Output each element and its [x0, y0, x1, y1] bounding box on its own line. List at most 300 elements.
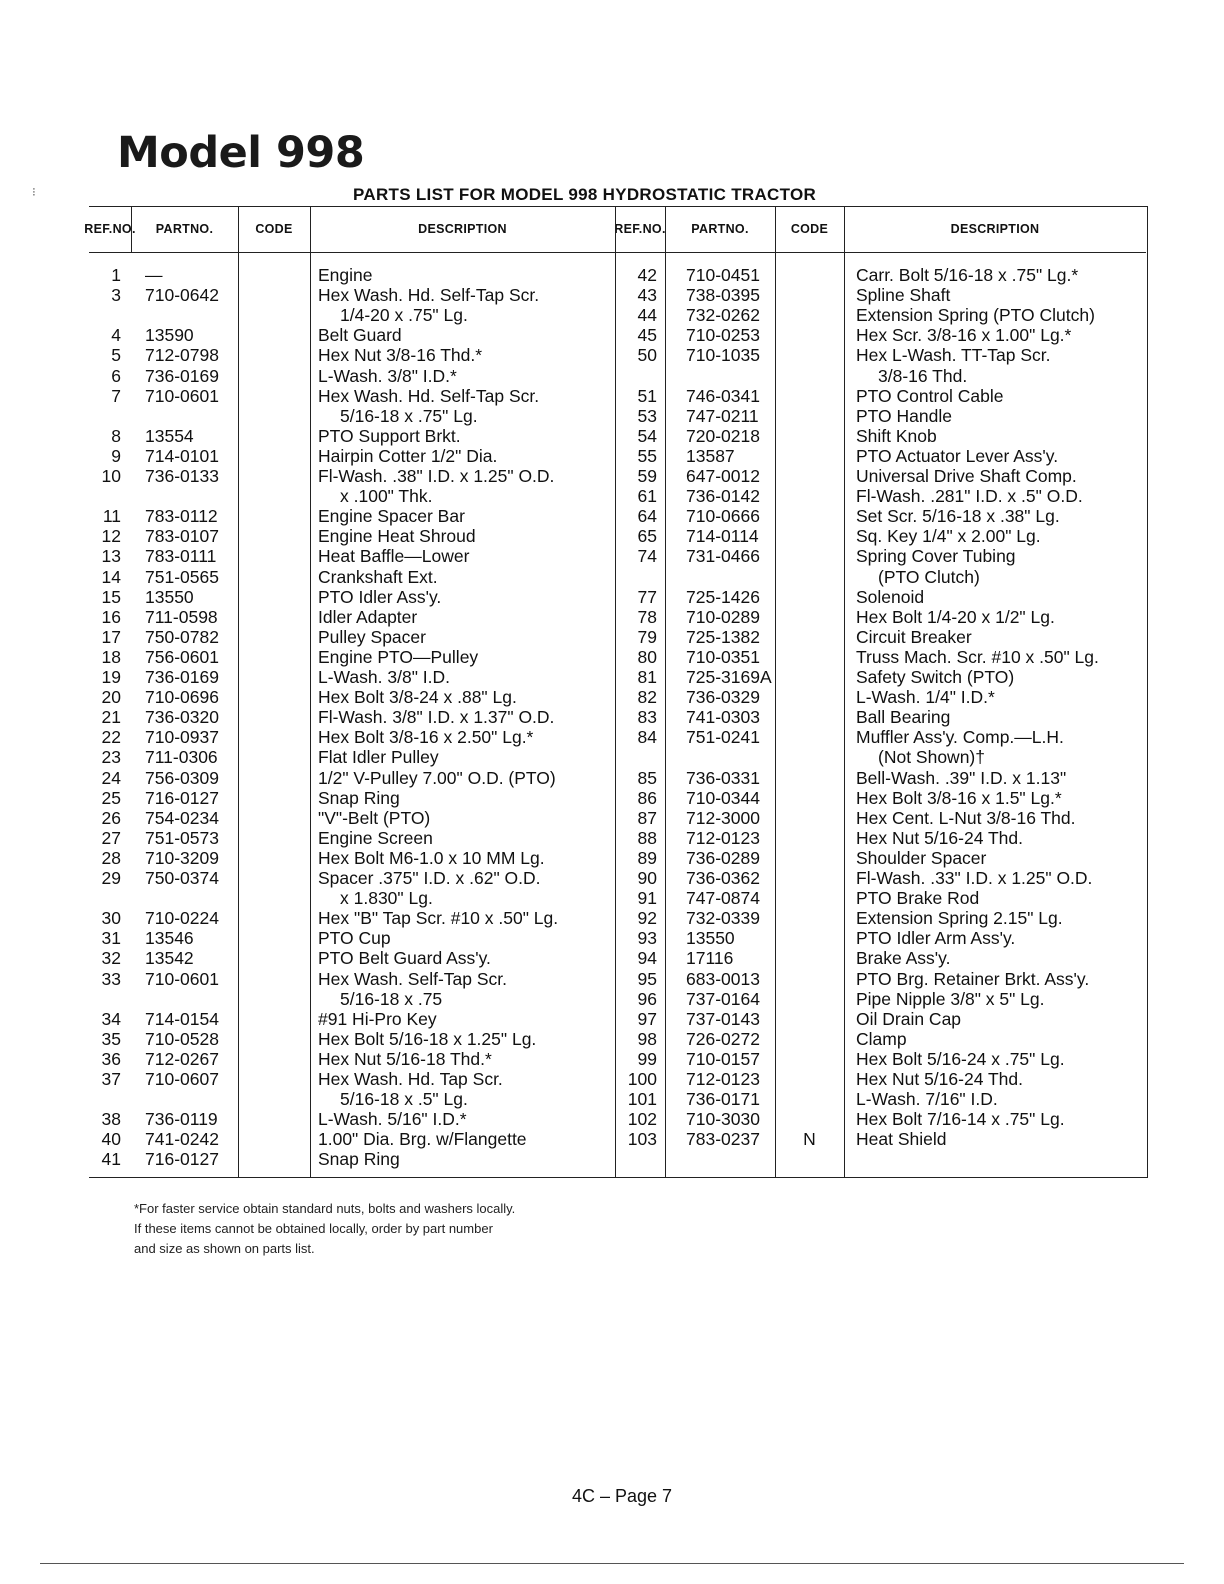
cell-part-no: 710-0696 — [145, 687, 219, 708]
table-row — [89, 406, 1147, 426]
cell-ref-no: 98 — [637, 1028, 657, 1049]
cell-ref-no: 11 — [102, 506, 121, 527]
cell-description: Hex Nut 5/16-24 Thd. — [856, 1069, 1023, 1089]
cell-part-no: 710-0451 — [686, 265, 760, 285]
cell-part-no: 737-0164 — [686, 988, 760, 1009]
cell-part-no: 710-0601 — [145, 385, 219, 406]
cell-part-no: 13550 — [686, 928, 735, 949]
table-row — [89, 888, 1147, 908]
cell-description: Pipe Nipple 3/8" x 5" Lg. — [856, 988, 1045, 1009]
cell-ref-no: 5 — [111, 345, 121, 366]
table-row — [89, 607, 1147, 627]
cell-part-no: 725-3169A — [686, 667, 772, 687]
cell-part-no: 710-0351 — [686, 646, 760, 667]
cell-ref-no: 19 — [101, 667, 121, 687]
cell-description: Heat Baffle—Lower — [318, 546, 470, 567]
cell-part-no: 683-0013 — [686, 968, 760, 989]
cell-description: Hex Bolt 3/8-24 x .88" Lg. — [318, 687, 517, 708]
cell-description: Pulley Spacer — [318, 626, 426, 647]
cell-description: Shift Knob — [856, 425, 937, 446]
cell-description: PTO Control Cable — [856, 385, 1004, 406]
cell-description: Crankshaft Ext. — [318, 566, 438, 587]
cell-description: PTO Brake Rod — [856, 888, 980, 909]
table-row — [89, 788, 1147, 808]
cell-description: Engine Spacer Bar — [318, 506, 465, 527]
cell-description: Hex Bolt 3/8-16 x 1.5" Lg.* — [856, 787, 1062, 808]
cell-part-no: 710-0253 — [686, 325, 760, 346]
table-row — [89, 506, 1147, 526]
cell-ref-no: 20 — [101, 687, 121, 708]
cell-description: Set Scr. 5/16-18 x .38" Lg. — [856, 506, 1060, 527]
cell-ref-no: 53 — [637, 405, 657, 426]
cell-part-no: 17116 — [686, 948, 734, 969]
cell-ref-no: 27 — [101, 827, 121, 848]
cell-ref-no: 8 — [111, 425, 121, 446]
cell-ref-no: 13 — [101, 546, 121, 567]
table-row — [89, 446, 1147, 466]
header-description-left: DESCRIPTION — [310, 207, 615, 253]
table-row — [89, 1029, 1147, 1049]
table-row — [89, 848, 1147, 868]
cell-description: Snap Ring — [318, 1149, 400, 1170]
cell-description: Hex Nut 5/16-24 Thd. — [856, 827, 1023, 848]
cell-description: L-Wash. 7/16" I.D. — [856, 1089, 998, 1110]
cell-ref-no: 33 — [101, 968, 121, 989]
cell-description: Flat Idler Pulley — [318, 747, 439, 768]
cell-part-no: 720-0218 — [686, 425, 760, 446]
table-row — [89, 768, 1147, 788]
cell-description: 1.00" Dia. Brg. w/Flangette — [318, 1129, 527, 1150]
cell-description: Engine PTO—Pulley — [318, 646, 479, 667]
cell-part-no: 714-0114 — [686, 526, 759, 547]
cell-ref-no: 97 — [637, 1008, 657, 1029]
table-row — [89, 1089, 1147, 1109]
cell-part-no: 710-0666 — [686, 506, 760, 527]
table-row — [89, 627, 1147, 647]
cell-ref-no: 80 — [637, 646, 657, 667]
cell-description: Hex Scr. 3/8-16 x 1.00" Lg.* — [856, 325, 1072, 346]
header-code-right: CODE — [775, 207, 844, 253]
table-row — [89, 546, 1147, 566]
cell-description: Extension Spring (PTO Clutch) — [856, 305, 1095, 326]
cell-description: 1/2" V-Pulley 7.00" O.D. (PTO) — [318, 767, 556, 788]
cell-ref-no: 103 — [627, 1129, 657, 1150]
cell-part-no: 736-0169 — [145, 667, 219, 687]
cell-ref-no: 77 — [637, 586, 657, 607]
table-row — [89, 908, 1147, 928]
cell-ref-no: 100 — [627, 1069, 657, 1089]
cell-part-no: 741-0303 — [686, 707, 760, 728]
cell-part-no: 731-0466 — [686, 546, 760, 567]
cell-part-no: 741-0242 — [145, 1129, 219, 1150]
cell-ref-no: 94 — [637, 948, 657, 969]
cell-ref-no: 55 — [637, 445, 657, 466]
cell-part-no: 710-0642 — [145, 285, 219, 306]
cell-ref-no: 84 — [637, 727, 657, 748]
cell-part-no: 710-0344 — [686, 787, 760, 808]
table-row — [89, 426, 1147, 446]
cell-ref-no: 81 — [637, 667, 657, 687]
cell-description: Carr. Bolt 5/16-18 x .75" Lg.* — [856, 265, 1079, 285]
cell-ref-no: 9 — [111, 445, 121, 466]
cell-ref-no: 92 — [637, 908, 657, 929]
cell-part-no: 710-0157 — [686, 1048, 760, 1069]
cell-description: Hex Wash. Hd. Self-Tap Scr. — [318, 385, 540, 406]
table-row — [89, 1129, 1147, 1149]
cell-ref-no: 26 — [101, 807, 121, 828]
cell-ref-no: 38 — [101, 1109, 121, 1130]
cell-ref-no: 99 — [637, 1048, 657, 1069]
parts-table — [84, 206, 1148, 1178]
cell-ref-no: 35 — [101, 1028, 121, 1049]
cell-part-no: 738-0395 — [686, 285, 760, 306]
table-row — [89, 1149, 1147, 1169]
cell-part-no: 13542 — [145, 948, 194, 969]
cell-part-no: 710-1035 — [686, 345, 760, 366]
cell-description: PTO Belt Guard Ass'y. — [318, 948, 491, 969]
table-row — [89, 989, 1147, 1009]
cell-ref-no: 30 — [101, 908, 121, 929]
cell-description: 1/4-20 x .75" Lg. — [340, 305, 468, 326]
page-number: 4C – Page 7 — [572, 1486, 673, 1506]
cell-ref-no: 64 — [637, 506, 657, 527]
cell-description: Truss Mach. Scr. #10 x .50" Lg. — [856, 646, 1099, 667]
cell-code: N — [803, 1129, 816, 1150]
cell-ref-no: 74 — [637, 546, 657, 567]
cell-ref-no: 51 — [637, 385, 657, 406]
cell-ref-no: 43 — [637, 285, 657, 306]
table-row — [89, 727, 1147, 747]
cell-ref-no: 82 — [637, 687, 657, 708]
cell-part-no: 751-0565 — [145, 566, 219, 587]
cell-ref-no: 34 — [101, 1008, 121, 1029]
cell-description: (PTO Clutch) — [878, 566, 980, 587]
cell-part-no: 647-0012 — [686, 466, 760, 486]
cell-description: Hex Bolt 1/4-20 x 1/2" Lg. — [856, 606, 1055, 627]
cell-part-no: — — [145, 265, 163, 285]
cell-ref-no: 18 — [101, 646, 121, 667]
cell-description: x .100" Thk. — [340, 486, 433, 507]
cell-part-no: 725-1382 — [686, 626, 760, 647]
cell-ref-no: 78 — [637, 606, 657, 627]
cell-description: Engine Screen — [318, 827, 433, 848]
cell-part-no: 747-0211 — [686, 405, 759, 426]
cell-description: Hex Cent. L-Nut 3/8-16 Thd. — [856, 807, 1076, 828]
cell-part-no: 712-0123 — [686, 1069, 760, 1089]
cell-part-no: 736-0142 — [686, 486, 760, 507]
cell-ref-no: 42 — [637, 265, 657, 285]
cell-description: Hex Bolt M6-1.0 x 10 MM Lg. — [318, 847, 545, 868]
header-description-right: DESCRIPTION — [844, 207, 1146, 253]
cell-part-no: 756-0601 — [145, 646, 219, 667]
cell-part-no: 783-0111 — [145, 546, 217, 567]
header-ref-left: REF. NO. — [89, 207, 131, 253]
cell-description: "V"-Belt (PTO) — [318, 807, 431, 828]
cell-ref-no: 54 — [637, 425, 657, 446]
cell-ref-no: 17 — [101, 626, 121, 647]
cell-description: PTO Handle — [856, 405, 952, 426]
cell-description: Hex Bolt 3/8-16 x 2.50" Lg.* — [318, 727, 534, 748]
footnote-line: and size as shown on parts list. — [134, 1241, 315, 1256]
cell-ref-no: 79 — [637, 626, 657, 647]
cell-description: Brake Ass'y. — [856, 948, 951, 969]
cell-description: Hex Wash. Hd. Self-Tap Scr. — [318, 285, 540, 306]
cell-part-no: 712-3000 — [686, 807, 760, 828]
cell-description: PTO Brg. Retainer Brkt. Ass'y. — [856, 968, 1090, 989]
cell-ref-no: 25 — [101, 787, 121, 808]
cell-ref-no: 59 — [637, 466, 657, 486]
cell-ref-no: 1 — [111, 265, 121, 285]
header-code-left: CODE — [238, 207, 310, 253]
cell-description: Hex Wash. Self-Tap Scr. — [318, 968, 507, 989]
cell-description: Circuit Breaker — [856, 626, 972, 647]
cell-part-no: 732-0262 — [686, 305, 760, 326]
cell-description: Belt Guard — [318, 325, 402, 346]
column-rule — [131, 207, 132, 253]
cell-ref-no: 6 — [111, 365, 121, 386]
cell-description: Spline Shaft — [856, 285, 951, 306]
cell-part-no: 712-0123 — [686, 827, 760, 848]
cell-part-no: 783-0237 — [686, 1129, 760, 1150]
cell-part-no: 737-0143 — [686, 1008, 760, 1029]
cell-part-no: 13546 — [145, 928, 194, 949]
cell-description: Hex Bolt 5/16-24 x .75" Lg. — [856, 1048, 1065, 1069]
cell-description: Hex "B" Tap Scr. #10 x .50" Lg. — [318, 908, 559, 929]
cell-ref-no: 89 — [637, 847, 657, 868]
table-row — [89, 1109, 1147, 1129]
cell-description: Heat Shield — [856, 1129, 947, 1150]
header-part-right: PART NO. — [665, 207, 775, 253]
cell-part-no: 736-0133 — [145, 466, 219, 486]
table-row — [89, 667, 1147, 687]
cell-ref-no: 91 — [637, 888, 657, 909]
cell-description: Solenoid — [856, 586, 925, 607]
cell-description: Spring Cover Tubing — [856, 546, 1016, 567]
table-row — [89, 687, 1147, 707]
table-row — [89, 285, 1147, 305]
cell-part-no: 736-0289 — [686, 847, 760, 868]
cell-description: Oil Drain Cap — [856, 1008, 962, 1029]
table-row — [89, 707, 1147, 727]
cell-description: PTO Cup — [318, 928, 391, 949]
cell-part-no: 13554 — [145, 425, 194, 446]
header-part-left: PART NO. — [131, 207, 238, 253]
cell-ref-no: 61 — [637, 486, 657, 507]
table-row — [89, 486, 1147, 506]
cell-description: Hex Wash. Hd. Tap Scr. — [318, 1069, 503, 1089]
cell-description: PTO Idler Arm Ass'y. — [856, 928, 1016, 949]
cell-ref-no: 95 — [637, 968, 657, 989]
cell-description: Bell-Wash. .39" I.D. x 1.13" — [856, 767, 1067, 788]
cell-description: #91 Hi-Pro Key — [318, 1008, 437, 1029]
cell-part-no: 754-0234 — [145, 807, 219, 828]
cell-description: Fl-Wash. .281" I.D. x .5" O.D. — [856, 486, 1083, 507]
cell-part-no: 751-0241 — [686, 727, 760, 748]
cell-part-no: 710-0607 — [145, 1069, 219, 1089]
cell-ref-no: 36 — [101, 1048, 121, 1069]
cell-description: Universal Drive Shaft Comp. — [856, 466, 1077, 486]
cell-part-no: 13590 — [145, 325, 194, 346]
cell-part-no: 13550 — [145, 586, 194, 607]
cell-ref-no: 90 — [637, 868, 657, 888]
cell-description: Hex Bolt 7/16-14 x .75" Lg. — [856, 1109, 1065, 1130]
cell-part-no: 712-0798 — [145, 345, 219, 366]
table-row — [89, 386, 1147, 406]
table-row — [89, 305, 1147, 325]
cell-part-no: 710-0224 — [145, 908, 219, 929]
cell-ref-no: 101 — [627, 1089, 657, 1110]
footnote-line: If these items cannot be obtained locally, order by part number — [134, 1221, 493, 1236]
cell-ref-no: 40 — [101, 1129, 121, 1150]
cell-description: 3/8-16 Thd. — [878, 365, 968, 386]
cell-ref-no: 102 — [627, 1109, 657, 1130]
cell-part-no: 732-0339 — [686, 908, 760, 929]
table-row — [89, 567, 1147, 587]
cell-description: Fl-Wash. .33" I.D. x 1.25" O.D. — [856, 868, 1093, 888]
table-row — [89, 325, 1147, 345]
cell-part-no: 747-0874 — [686, 888, 760, 909]
table-row — [89, 647, 1147, 667]
cell-description: Idler Adapter — [318, 606, 418, 627]
page-subtitle: PARTS LIST FOR MODEL 998 HYDROSTATIC TRACTOR — [353, 185, 817, 204]
cell-ref-no: 23 — [101, 747, 121, 768]
table-row — [89, 265, 1147, 285]
cell-part-no: 783-0112 — [145, 506, 218, 527]
cell-description: Clamp — [856, 1028, 907, 1049]
cell-ref-no: 10 — [101, 466, 121, 486]
cell-description: Safety Switch (PTO) — [856, 667, 1015, 687]
footnote-line: *For faster service obtain standard nuts, bolts and washers locally. — [134, 1201, 516, 1216]
table-row — [89, 969, 1147, 989]
cell-description: Muffler Ass'y. Comp.—L.H. — [856, 727, 1064, 748]
cell-ref-no: 12 — [101, 526, 121, 547]
cell-part-no: 736-0331 — [686, 767, 760, 788]
cell-ref-no: 14 — [101, 566, 121, 587]
cell-ref-no: 85 — [637, 767, 657, 788]
table-row — [89, 526, 1147, 546]
cell-part-no: 736-0362 — [686, 868, 760, 888]
header-ref-right: REF. NO. — [615, 207, 665, 253]
cell-ref-no: 24 — [101, 767, 121, 788]
cell-description: Hex Nut 3/8-16 Thd.* — [318, 345, 483, 366]
table-row — [89, 345, 1147, 365]
cell-ref-no: 44 — [637, 305, 657, 326]
table-row — [89, 868, 1147, 888]
cell-description: Sq. Key 1/4" x 2.00" Lg. — [856, 526, 1041, 547]
cell-part-no: 714-0101 — [145, 445, 219, 466]
table-row — [89, 808, 1147, 828]
cell-description: Hex L-Wash. TT-Tap Scr. — [856, 345, 1051, 366]
cell-description: 5/16-18 x .5" Lg. — [340, 1089, 468, 1110]
table-row — [89, 828, 1147, 848]
cell-ref-no: 4 — [111, 325, 121, 346]
cell-ref-no: 21 — [101, 707, 121, 728]
cell-part-no: 736-0169 — [145, 365, 219, 386]
page-title: Model 998 — [117, 128, 365, 178]
cell-part-no: 756-0309 — [145, 767, 219, 788]
cell-part-no: 726-0272 — [686, 1028, 760, 1049]
cell-ref-no: 87 — [637, 807, 657, 828]
cell-description: PTO Actuator Lever Ass'y. — [856, 445, 1059, 466]
cell-ref-no: 96 — [637, 988, 657, 1009]
cell-description: Fl-Wash. 3/8" I.D. x 1.37" O.D. — [318, 707, 555, 728]
cell-description: Hairpin Cotter 1/2" Dia. — [318, 445, 498, 466]
cell-description: Engine — [318, 265, 373, 285]
cell-part-no: 783-0107 — [145, 526, 219, 547]
cell-part-no: 712-0267 — [145, 1048, 219, 1069]
bottom-rule — [40, 1563, 1184, 1564]
table-row — [89, 1049, 1147, 1069]
cell-part-no: 736-0329 — [686, 687, 760, 708]
cell-description: Extension Spring 2.15" Lg. — [856, 908, 1063, 929]
cell-ref-no: 83 — [637, 707, 657, 728]
footnote — [134, 1199, 515, 1259]
cell-part-no: 710-3030 — [686, 1109, 760, 1130]
cell-part-no: 710-0289 — [686, 606, 760, 627]
cell-part-no: 736-0171 — [686, 1089, 760, 1110]
cell-part-no: 711-0306 — [145, 747, 218, 768]
table-row — [89, 928, 1147, 948]
cell-part-no: 750-0374 — [145, 868, 219, 888]
cell-description: 5/16-18 x .75 — [340, 988, 443, 1009]
cell-ref-no: 31 — [101, 928, 121, 949]
cell-part-no: 710-0528 — [145, 1028, 219, 1049]
cell-description: 5/16-18 x .75" Lg. — [340, 405, 478, 426]
table-row — [89, 1009, 1147, 1029]
cell-description: PTO Idler Ass'y. — [318, 586, 442, 607]
cell-ref-no: 16 — [101, 606, 121, 627]
table-row — [89, 948, 1147, 968]
cell-ref-no: 28 — [101, 847, 121, 868]
cell-ref-no: 3 — [111, 285, 121, 306]
cell-ref-no: 32 — [101, 948, 121, 969]
cell-description: Shoulder Spacer — [856, 847, 987, 868]
cell-part-no: 750-0782 — [145, 626, 219, 647]
cell-part-no: 710-3209 — [145, 847, 219, 868]
cell-ref-no: 41 — [101, 1149, 121, 1170]
cell-ref-no: 86 — [637, 787, 657, 808]
cell-part-no: 711-0598 — [145, 606, 218, 627]
cell-part-no: 751-0573 — [145, 827, 219, 848]
cell-part-no: 716-0127 — [145, 1149, 219, 1170]
cell-ref-no: 29 — [101, 868, 121, 888]
table-row — [89, 366, 1147, 386]
cell-description: L-Wash. 5/16" I.D.* — [318, 1109, 467, 1130]
cell-description: Ball Bearing — [856, 707, 951, 728]
cell-description: (Not Shown)† — [878, 747, 985, 768]
cell-description: Fl-Wash. .38" I.D. x 1.25" O.D. — [318, 466, 555, 486]
cell-part-no: 13587 — [686, 445, 735, 466]
cell-part-no: 725-1426 — [686, 586, 760, 607]
cell-part-no: 716-0127 — [145, 787, 219, 808]
cell-part-no: 736-0119 — [145, 1109, 218, 1130]
cell-description: Engine Heat Shroud — [318, 526, 476, 547]
table-row — [89, 587, 1147, 607]
cell-ref-no: 45 — [637, 325, 657, 346]
cell-part-no: 710-0937 — [145, 727, 219, 748]
cell-ref-no: 37 — [101, 1069, 121, 1089]
table-row — [89, 747, 1147, 767]
cell-ref-no: 22 — [101, 727, 121, 748]
cell-ref-no: 93 — [637, 928, 657, 949]
cell-description: L-Wash. 1/4" I.D.* — [856, 687, 995, 708]
cell-description: Hex Bolt 5/16-18 x 1.25" Lg. — [318, 1028, 537, 1049]
cell-description: x 1.830" Lg. — [340, 888, 433, 909]
cell-ref-no: 88 — [637, 827, 657, 848]
table-row — [89, 466, 1147, 486]
cell-part-no: 714-0154 — [145, 1008, 219, 1029]
cell-ref-no: 50 — [637, 345, 657, 366]
